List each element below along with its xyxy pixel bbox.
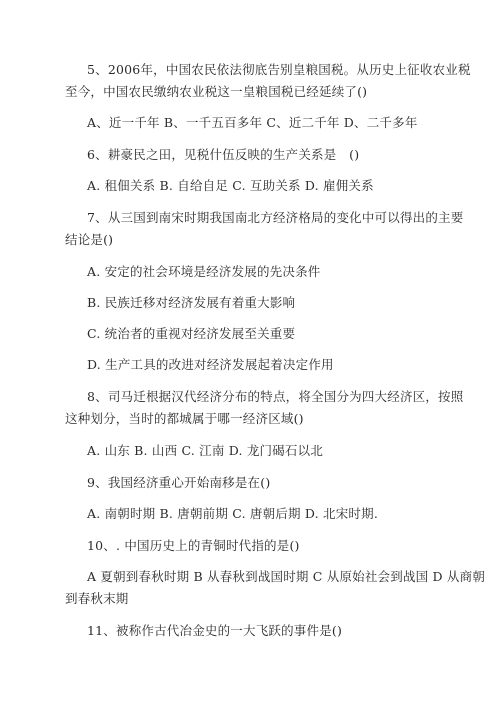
question-10-options-line-2: 到春秋末期 [65,591,129,606]
question-7-stem-line-1: 7、从三国到南宋时期我国南北方经济格局的变化中可以得出的主要 [87,210,464,225]
question-10-stem: 10、. 中国历史上的青铜时代指的是() [87,538,300,553]
question-8-stem-line-2: 这种划分，当时的都城属于哪一经济区域() [65,411,304,426]
question-7-stem-line-2: 结论是() [65,232,114,247]
question-6-stem: 6、耕豪民之田，见税什伍反映的生产关系是 () [87,147,360,162]
question-9-stem: 9、我国经济重心开始南移是在() [87,475,271,490]
question-5-stem-line-1: 5、2006年，中国农民依法彻底告别皇粮国税。从历史上征收农业税 [87,62,471,77]
question-7-option-d: D. 生产工具的改进对经济发展起着决定作用 [87,357,334,372]
question-7-option-b: B. 民族迁移对经济发展有着重大影响 [87,295,296,310]
question-5-stem-line-2: 至今，中国农民缴纳农业税这一皇粮国税已经延续了() [65,84,368,99]
question-6-options: A. 租佃关系 B. 自给自足 C. 互助关系 D. 雇佣关系 [87,178,374,193]
question-8-options: A. 山东 B. 山西 C. 江南 D. 龙门碣石以北 [87,443,324,458]
question-7-option-a: A. 安定的社会环境是经济发展的先决条件 [87,264,321,279]
question-11-stem: 11、被称作古代冶金史的一大飞跃的事件是() [87,623,343,638]
question-10-options-line-1: A 夏朝到春秋时期 B 从春秋到战国时期 C 从原始社会到战国 D 从商朝 [87,569,486,584]
question-9-options: A. 南朝时期 B. 唐朝前期 C. 唐朝后期 D. 北宋时期. [87,506,378,521]
question-8-stem-line-1: 8、司马迁根据汉代经济分布的特点，将全国分为四大经济区，按照 [87,389,464,404]
question-7-option-c: C. 统治者的重视对经济发展至关重要 [87,326,296,341]
question-5-options: A、近一千年 B、一千五百多年 C、近二千年 D、二千多年 [87,115,418,130]
